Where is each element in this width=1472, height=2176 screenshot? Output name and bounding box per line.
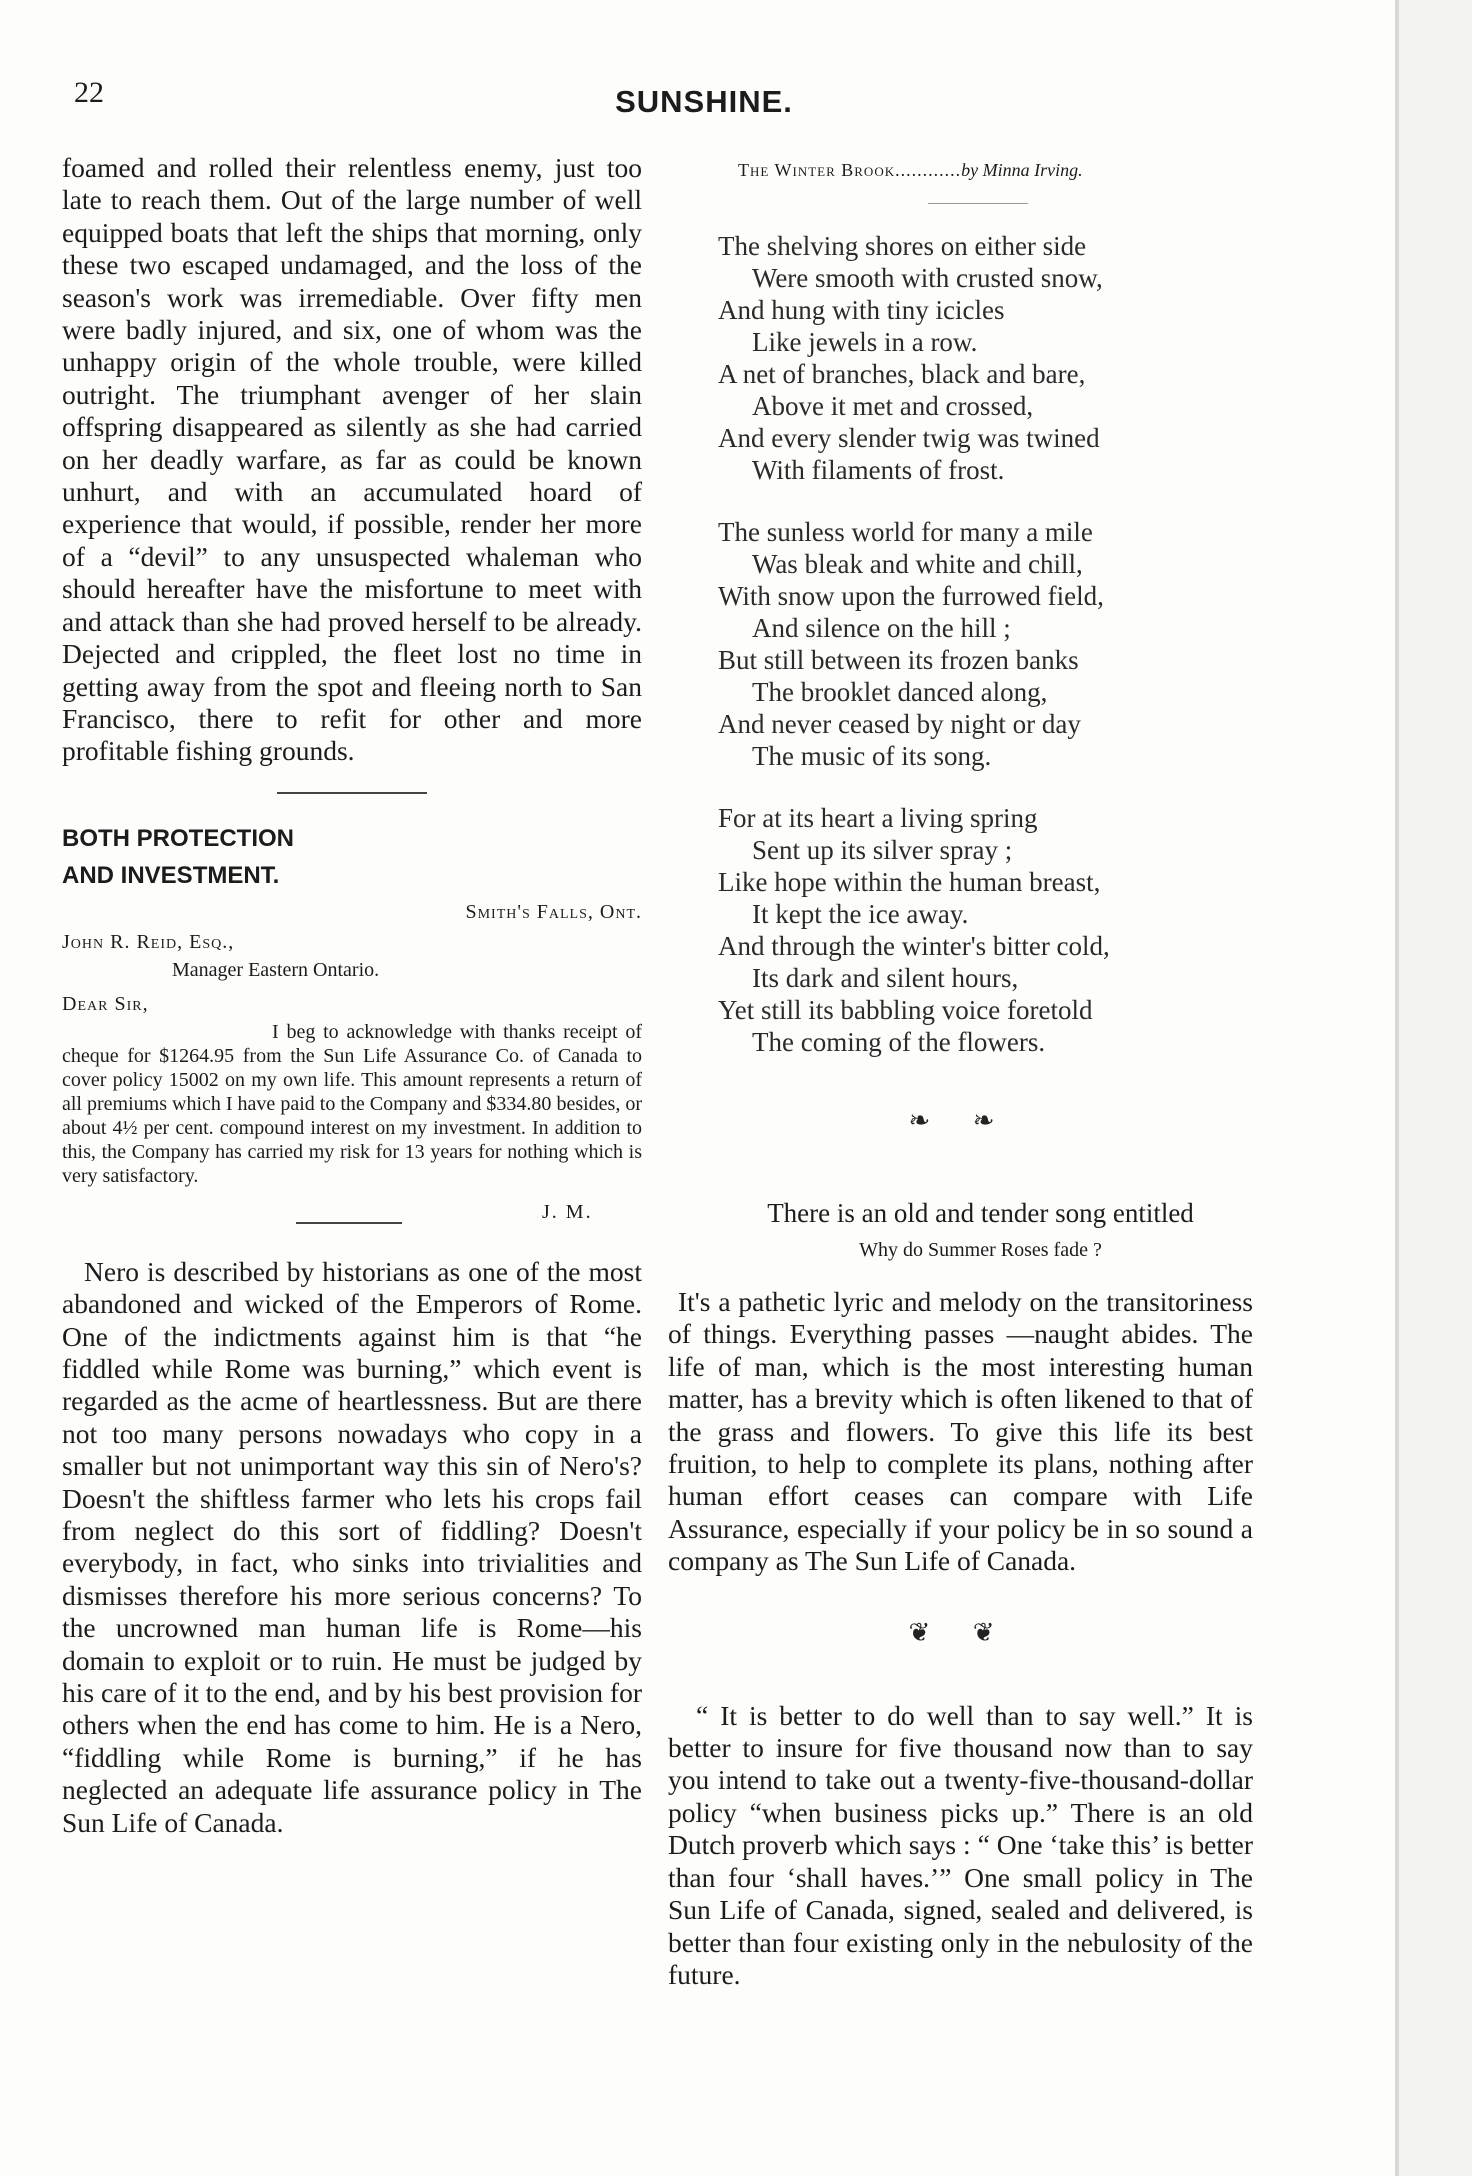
poem-leader: ............ xyxy=(895,160,962,180)
poem-line: The shelving shores on either side xyxy=(718,231,1087,261)
poem-line: With snow upon the furrowed field, xyxy=(718,581,1104,611)
letter-place: Smith's Falls, Ont. xyxy=(465,900,642,923)
poem-line: The coming of the flowers. xyxy=(752,1027,1046,1057)
poem-stanza-2 xyxy=(718,516,1253,772)
fleuron-ornament-1: ❧ ❧ xyxy=(908,1106,1013,1135)
poem-line: And every slender twig was twined xyxy=(718,423,1100,453)
running-title: SUNSHINE. xyxy=(615,84,793,119)
section-divider xyxy=(277,792,427,794)
poem-stanza-1 xyxy=(718,230,1253,486)
letter-addressee: John R. Reid, Esq., xyxy=(62,930,235,953)
letter-salutation: Dear Sir, xyxy=(62,992,149,1015)
poem-line: Sent up its silver spray ; xyxy=(752,835,1013,865)
poem-line: Its dark and silent hours, xyxy=(752,963,1019,993)
letter-signature-row xyxy=(62,1196,642,1236)
letter-signature: J. M. xyxy=(542,1200,593,1223)
poem-line: For at its heart a living spring xyxy=(718,803,1038,833)
poem-line: The brooklet danced along, xyxy=(752,677,1048,707)
nero-paragraph: Nero is described by historians as one of the most abandoned and wicked of the Emperors of Rome. One of the indictments against him is that “he fiddled while Rome was burning,” which event is regarded as the acme of heartlessness. But are there not too many persons nowadays who copy in a smaller but not unimportant way this sin of Nero's? Doesn't the shiftless farmer who lets his crops fail from neglect do this sort of fiddling? Doesn't everybody, in fact, who sinks into trivialities and dismisses therefore his more serious concerns? To the uncrowned man human life is Rome—his domain to exploit or to ruin. He must be judged by his care of it to the end, and by his best provision for others when the end has come to him. He is a Nero, “fiddling while Rome is burning,” if he has neglected an adequate life assurance policy in The Sun Life of Canada. xyxy=(62,1255,642,1838)
poem-line: And hung with tiny icicles xyxy=(718,295,1005,325)
article-heading-line-2: AND INVESTMENT. xyxy=(62,861,280,889)
signature-divider xyxy=(296,1222,402,1224)
song-intro: There is an old and tender song entitled xyxy=(767,1198,1194,1228)
page-number: 22 xyxy=(74,76,104,109)
poem-line: With filaments of frost. xyxy=(752,455,1005,485)
poem-line: And silence on the hill ; xyxy=(752,613,1011,643)
poem-line: And never ceased by night or day xyxy=(718,709,1081,739)
poem-author: by Minna Irving. xyxy=(961,160,1083,180)
poem-heading xyxy=(738,160,1253,181)
article-heading xyxy=(62,820,642,894)
whaling-story-conclusion: foamed and rolled their relentless enemy, just too late to reach them. Out of the large number of well equipped boats that left the ships that morning, only these two escaped undamaged, and the loss of the season's work was irremediable. Over fifty men were badly injured, and six, one of whom was the unhappy origin of the whole trouble, were killed outright. The triumphant avenger of her slain offspring disappeared as silently as she had carried on her deadly warfare, as far as could be known unhurt, and with an accumulated hoard of experience that would, if possible, render her more of a “devil” to any unsuspected whaleman who should hereafter have the misfortune to meet with and attack than she had proved herself to be already. Dejected and crippled, the fleet lost no time in getting away from the spot and fleeing north to San Francisco, there to refit for other and more profitable fishing grounds. xyxy=(62,152,642,767)
poem-line: And through the winter's bitter cold, xyxy=(718,931,1110,961)
poem-line: Yet still its babbling voice foretold xyxy=(718,995,1093,1025)
right-column xyxy=(668,160,1253,1991)
letter-addressee-title: Manager Eastern Ontario. xyxy=(172,958,380,981)
facing-page-margin xyxy=(1399,0,1472,2176)
poem-line: Were smooth with crusted snow, xyxy=(752,263,1103,293)
poem-line: The sunless world for many a mile xyxy=(718,517,1093,547)
poem-line: Was bleak and white and chill, xyxy=(752,549,1083,579)
testimonial-letter xyxy=(62,900,642,1236)
poem-line: But still between its frozen banks xyxy=(718,645,1079,675)
poem-line: Above it met and crossed, xyxy=(752,391,1034,421)
poem-line: Like jewels in a row. xyxy=(752,327,978,357)
poem-line: The music of its song. xyxy=(752,741,992,771)
roses-paragraph: It's a pathetic lyric and melody on the transitoriness of things. Everything passes —naught abides. The life of man, which is the most interesting human matter, has a brevity which is often likened to that of the grass and flowers. To give this life its best fruition, to help to complete its plans, nothing after human effort ceases can compare with Life Assurance, especially if your policy be in so sound a company as The Sun Life of Canada. xyxy=(668,1286,1253,1577)
poem-stanza-3 xyxy=(718,802,1253,1058)
left-column xyxy=(62,152,642,1839)
article-heading-line-1: BOTH PROTECTION xyxy=(62,824,294,852)
letter-body: I beg to acknowledge with thanks receipt of cheque for $1264.95 from the Sun Life Assurance Co. of Canada to cover policy 15002 on my own life. This amount represents a return of all premiums which I have paid to the Company and $334.80 besides, or about 4½ per cent. compound interest on my investment. In addition to this, the Company has carried my risk for 13 years for nothing which is very satisfactory. xyxy=(62,1020,642,1187)
poem-line: A net of branches, black and bare, xyxy=(718,359,1086,389)
poem-line: It kept the ice away. xyxy=(752,899,969,929)
song-title: Why do Summer Roses fade ? xyxy=(859,1239,1102,1261)
proverb-paragraph: “ It is better to do well than to say well.” It is better to insure for five thousand now than to say you intend to take out a twenty-five-thousand-dollar policy “when business picks up.” There is an old Dutch proverb which says : “ One ‘take this’ is better than four ‘shall haves.’” One small policy in The Sun Life of Canada, signed, sealed and delivered, is better than four existing only in the nebulosity of the future. xyxy=(668,1699,1253,1990)
fleuron-ornament-2: ❦ ❦ xyxy=(908,1617,1013,1647)
poem-line: Like hope within the human breast, xyxy=(718,867,1101,897)
poem-the-winter-brook xyxy=(718,230,1253,1058)
poem-divider xyxy=(928,203,1028,204)
poem-title: The Winter Brook xyxy=(738,160,896,180)
